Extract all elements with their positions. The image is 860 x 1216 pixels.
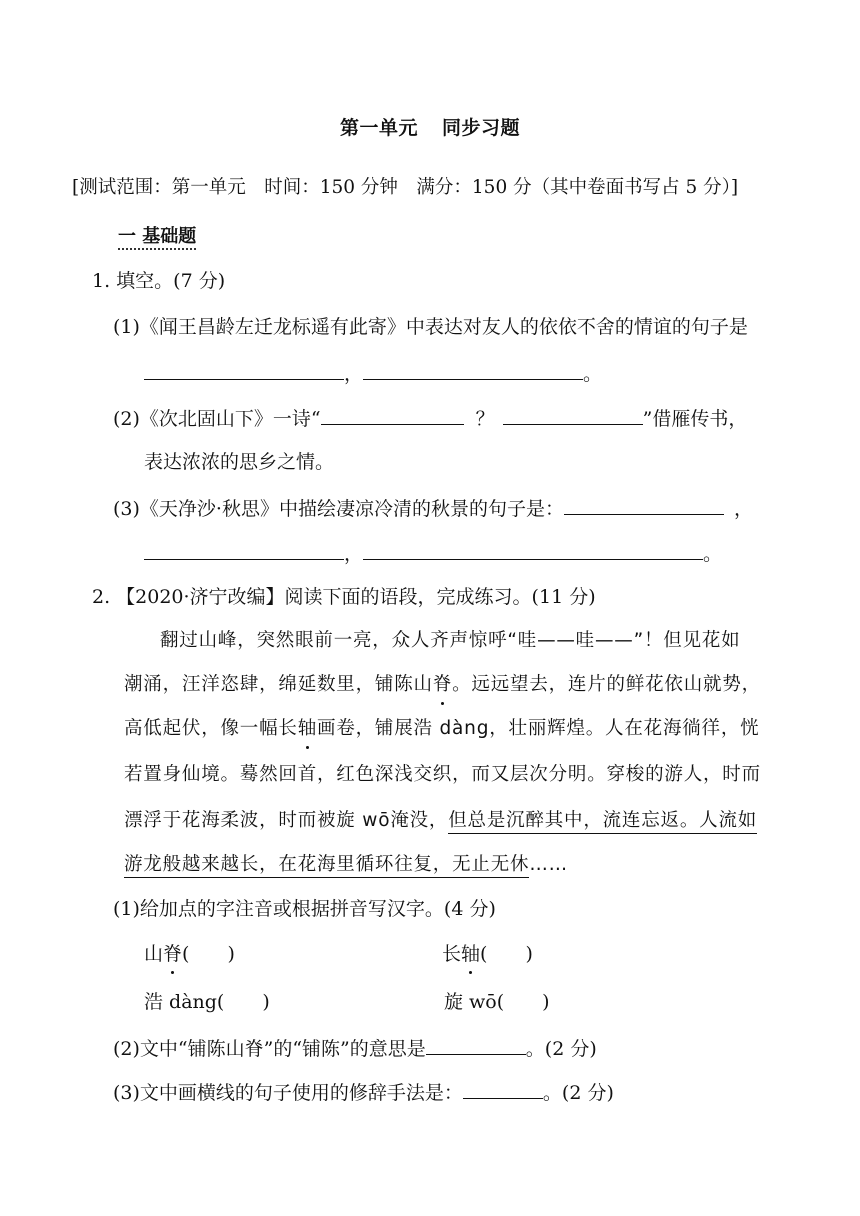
answer-blank[interactable] bbox=[363, 359, 583, 380]
passage-line-3: 高低起伏，像一幅长轴画卷，铺展浩 dàng，壮丽辉煌。人在花海徜徉，恍 bbox=[124, 716, 759, 742]
title-unit: 第一单元 bbox=[339, 117, 418, 139]
underlined-sentence: 游龙般越来越长，在花海里循环往复，无止无休 bbox=[124, 854, 529, 878]
passage-line-5: 漂浮于花海柔波，时而被旋 wō淹没，但总是沉醉其中，流连忘返。人流如 bbox=[124, 808, 757, 834]
question-2-sub-3: (3)文中画横线的句子使用的修辞手法是： 。(2 分) bbox=[113, 1078, 614, 1106]
question-1-stem: 1. 填空。(7 分) bbox=[92, 270, 226, 292]
pinyin-item-3[interactable]: 浩 dàng( ) bbox=[144, 991, 270, 1013]
pinyin-item-4[interactable]: 旋 wō( ) bbox=[444, 991, 550, 1013]
answer-blank[interactable] bbox=[463, 1078, 543, 1099]
question-1-part-2-continued: 表达浓浓的思乡之情。 bbox=[144, 451, 335, 473]
answer-blank[interactable] bbox=[503, 404, 643, 425]
emphasis-char: 轴 bbox=[461, 943, 481, 965]
answer-blank[interactable] bbox=[321, 404, 464, 425]
question-1-part-3-answers: ， 。 bbox=[144, 539, 722, 567]
title-type: 同步习题 bbox=[442, 117, 521, 139]
question-1-part-1-answers: ， 。 bbox=[144, 359, 602, 387]
question-1-part-2: (2)《次北固山下》一诗“ ？ ”借雁传书， bbox=[113, 404, 747, 432]
answer-blank[interactable] bbox=[426, 1034, 526, 1055]
emphasis-char: 脊 bbox=[433, 672, 452, 698]
passage-line-6: 游龙般越来越长，在花海里循环往复，无止无休…… bbox=[124, 852, 568, 878]
pinyin-item-1: 山脊( ) bbox=[144, 943, 235, 965]
pinyin-item-2: 长轴( ) bbox=[442, 943, 533, 965]
answer-blank[interactable] bbox=[144, 539, 344, 560]
underlined-sentence: 人流如 bbox=[699, 810, 757, 834]
answer-parentheses[interactable]: ( ) bbox=[480, 943, 533, 965]
emphasis-char: 脊 bbox=[163, 943, 183, 965]
page-title bbox=[0, 115, 860, 141]
section-heading bbox=[118, 224, 196, 250]
question-1-part-3: (3)《天净沙·秋思》中描绘凄凉冷清的秋景的句子是： ， bbox=[113, 494, 753, 522]
question-2-stem: 2. 【2020·济宁改编】阅读下面的语段，完成练习。(11 分) bbox=[92, 586, 596, 608]
question-1-part-1: (1)《闻王昌龄左迁龙标遥有此寄》中表达对友人的依依不舍的情谊的句子是 bbox=[113, 316, 748, 338]
answer-blank[interactable] bbox=[363, 539, 703, 560]
question-2-sub-1: (1)给加点的字注音或根据拼音写汉字。(4 分) bbox=[113, 898, 496, 920]
emphasis-char: 轴 bbox=[298, 716, 317, 742]
underlined-sentence: 但总是沉醉其中，流连忘返。 bbox=[448, 810, 699, 834]
passage-line-2: 潮涌，汪洋恣肆，绵延数里，铺陈山脊。远远望去，连片的鲜花依山就势， bbox=[124, 672, 761, 698]
test-scope: [测试范围：第一单元 时间：150 分钟 满分：150 分（其中卷面书写占 5 分）] bbox=[72, 177, 739, 198]
question-2-sub-2: (2)文中“铺陈山脊”的“铺陈”的意思是 。(2 分) bbox=[113, 1034, 597, 1062]
section-heading-text: 一 基础题 bbox=[118, 226, 196, 250]
passage-line-4: 若置身仙境。蓦然回首，红色深浅交织，而又层次分明。穿梭的游人，时而 bbox=[124, 764, 761, 785]
answer-blank[interactable] bbox=[564, 494, 724, 515]
passage-line-1: 翻过山峰，突然眼前一亮，众人齐声惊呼“哇——哇——”！但见花如 bbox=[160, 630, 741, 651]
answer-parentheses[interactable]: ( ) bbox=[182, 943, 235, 965]
answer-blank[interactable] bbox=[144, 359, 344, 380]
